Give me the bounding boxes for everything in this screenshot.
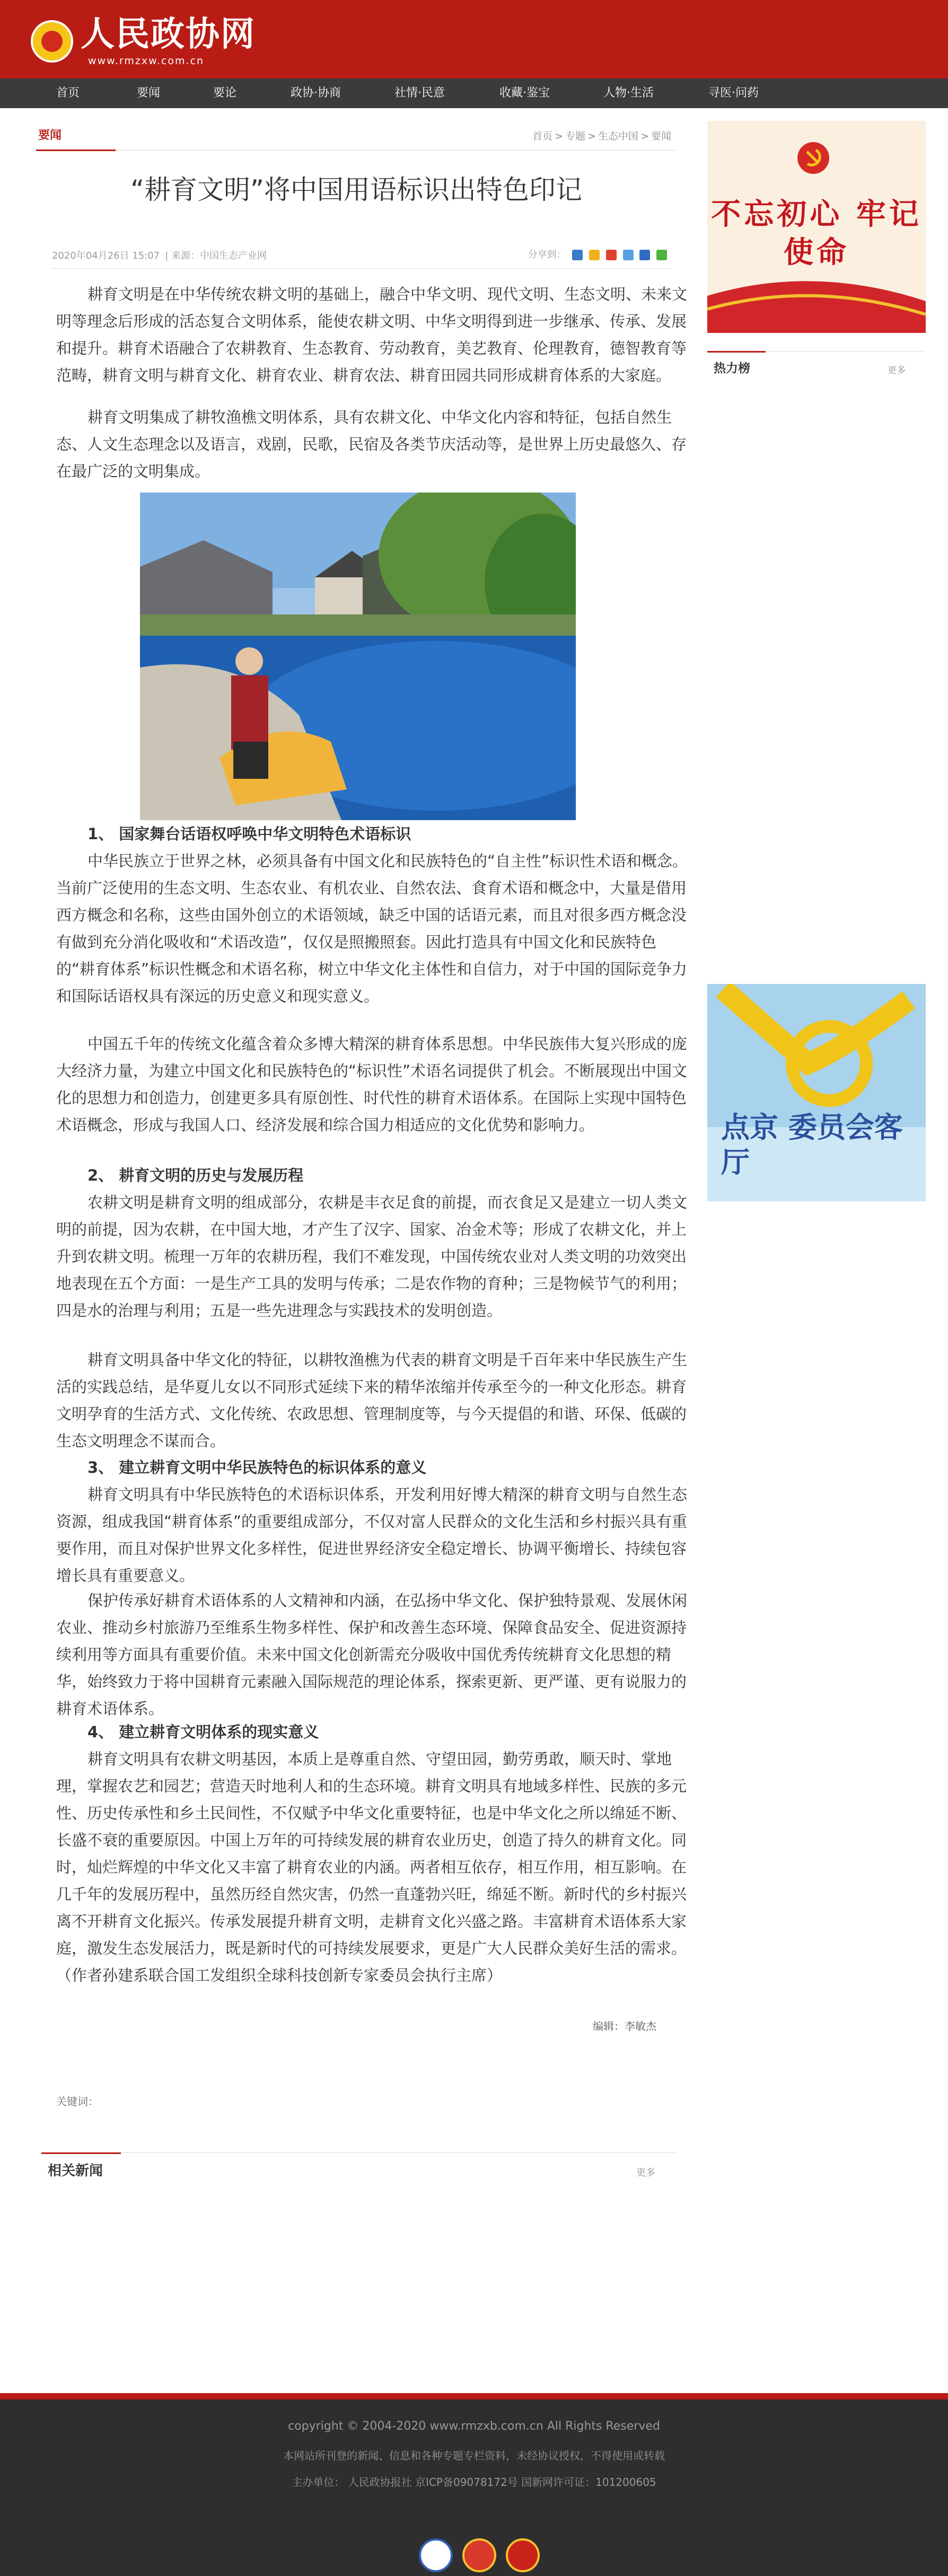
share-weibo-icon[interactable] <box>606 250 617 260</box>
article-paragraph: 耕育文明具有农耕文明基因，本质上是尊重自然、守望田园，勤劳勇敢，顺天时、掌地理，掌握农艺和园艺；营造天时地利人和的生态环境。耕育文明具有地域多样性、民族的多元性、历史传承性和乡土民间性，不仅赋予中华文化重要特征，也是中华文化之所以绵延不断、长盛不衰的重要原因。中国上万年的可持续发展的耕育农业历史，创造了持久的耕育文化。同时，灿烂辉煌的中华文化又丰富了耕育农业的内涵。两者相互依存，相互作用，相互影响。在几千年的发展历程中，虽然历经自然灾害，仍然一直蓬勃兴旺，绵延不断。新时代的乡村振兴离不开耕育文化振兴。传承发展提升耕育文明，走耕育文化兴盛之路。丰富耕育术语体系大家庭，激发生态发展活力，既是新时代的可持续发展要求，更是广大人民群众美好生活的需求。（作者孙建系联合国工发组织全球科技创新专家委员会执行主席） <box>56 1750 687 1984</box>
sidebar-banner-theme[interactable] <box>707 121 926 333</box>
breadcrumb-eco-china[interactable]: 生态中国 <box>598 130 639 142</box>
related-divider-accent <box>41 2152 121 2154</box>
nav-item-public-opinion[interactable]: 社情·民意 <box>394 86 445 100</box>
committee-banner-text: 点京 委员会客厅 <box>721 1111 903 1179</box>
breadcrumb <box>532 128 671 143</box>
banner-theme-text: 不忘初心 牢记使命 <box>711 197 922 270</box>
nav-item-home[interactable]: 首页 <box>56 86 80 100</box>
section-divider <box>36 150 677 151</box>
section-heading: 1、 国家舞台话语权呼唤中华文明特色术语标识 <box>87 825 411 843</box>
share-tqq-icon[interactable] <box>623 250 634 260</box>
breadcrumb-separator: > <box>587 130 596 142</box>
nav-item-collection[interactable]: 收藏·鉴宝 <box>499 86 550 100</box>
footer-notice: 本网站所刊登的新闻、信息和各种专题专栏资料，未经协议授权，不得使用或转载 <box>283 2449 665 2462</box>
trust-badge-icon[interactable] <box>462 2538 496 2572</box>
breadcrumb-topics[interactable]: 专题 <box>565 130 586 142</box>
site-header <box>0 0 948 78</box>
emblem-badge-icon[interactable] <box>506 2538 540 2572</box>
article-title: “耕育文明”将中国用语标识出特色印记 <box>130 174 582 205</box>
nav-item-commentary[interactable]: 要论 <box>213 86 237 100</box>
hot-divider-accent <box>707 351 766 353</box>
nav-item-news[interactable]: 要闻 <box>137 86 161 100</box>
editor-row <box>36 2018 656 2034</box>
section-heading: 3、 建立耕育文明中华民族特色的标识体系的意义 <box>87 1458 427 1476</box>
site-logo-title[interactable]: 人民政协网 <box>81 14 256 54</box>
share-wechat-icon[interactable] <box>656 250 667 260</box>
related-divider <box>41 2152 677 2153</box>
share-label: 分享到： <box>528 249 566 260</box>
article-paragraph: 耕育文明集成了耕牧渔樵文明体系，具有农耕文化、中华文化内容和特征，包括自然生态、人文生态理念以及语言，戏剧，民歌，民宿及各类节庆活动等，是世界上历史最悠久、存在最广泛的文明集成。 <box>56 408 687 480</box>
hot-more-link[interactable]: 更多 <box>888 365 906 376</box>
section-heading: 4、 建立耕育文明体系的现实意义 <box>87 1723 319 1741</box>
article-paragraph: 保护传承好耕育术语体系的人文精神和内涵，在弘扬中华文化、保护独特景观、发展休闲农业、推动乡村旅游乃至维系生物多样性、保护和改善生态环境、保障食品安全、促进资源持续利用等方面具有重要价值。未来中国文化创新需充分吸收中国优秀传统耕育文化思想的精华，始终致力于将中国耕育元素融入国际规范的理论体系，探索更新、更严谨、更有说服力的耕育术语体系。 <box>56 1592 688 1718</box>
main-nav <box>0 78 948 108</box>
article-paragraph: 中华民族立于世界之林，必须具备有中国文化和民族特色的“自主性”标识性术语和概念。当前广泛使用的生态文明、生态农业、有机农业、自然农法、食育术语和概念中，大量是借用西方概念和名称，这些由国外创立的术语领域，缺乏中国的话语元素，而且对很多西方概念没有做到充分消化吸收和“术语改造”，仅仅是照搬照套。因此打造具有中国文化和民族特色的“耕育体系”标识性概念和术语名称，树立中华文化主体性和自信力，对于中国的国际竞争力和国际话语权具有深远的历史意义和现实意义。 <box>56 852 688 1005</box>
footer-sponsor: 主办单位： 人民政协报社 京ICP备09078172号 国新网许可证：101200605 <box>292 2476 656 2489</box>
logo-emblem-icon[interactable] <box>31 20 73 63</box>
related-news <box>41 2152 677 2184</box>
related-more-link[interactable]: 更多 <box>636 2167 655 2178</box>
section-label[interactable]: 要闻 <box>38 129 62 142</box>
nav-item-cppcc[interactable]: 政协·协商 <box>291 86 341 100</box>
article-paragraph: 中国五千年的传统文化蕴含着众多博大精深的耕育体系思想。中华民族伟大复兴形成的庞大经济力量，为建立中国文化和民族特色的“标识性”术语名词提供了机会。不断展现出中国文化的思想力和创造力，创建更多具有原创性、时代性的耕育术语体系。在国际上实现中国特色术语概念，形成与我国人口、经济发展和综合国力相适应的文化优势和影响力。 <box>56 1035 688 1134</box>
related-news-title: 相关新闻 <box>48 2163 103 2179</box>
article-photo <box>140 493 576 820</box>
share-renren-icon[interactable] <box>639 250 650 260</box>
section-divider-accent <box>36 150 116 151</box>
breadcrumb-separator: > <box>555 130 564 142</box>
breadcrumb-separator: > <box>640 130 649 142</box>
share-bar <box>528 247 667 261</box>
site-logo-url: www.rmzxw.com.cn <box>88 55 205 67</box>
breadcrumb-current[interactable]: 要闻 <box>651 130 671 142</box>
sidebar-banner-committee[interactable] <box>707 984 926 1201</box>
breadcrumb-home[interactable]: 首页 <box>532 130 553 142</box>
article-paragraph: 耕育文明具备中华文化的特征，以耕牧渔樵为代表的耕育文明是千百年来中华民族生产生活的实践总结，是华夏儿女以不同形式延续下来的精华浓缩并传承至今的一种文化形态。耕育文明孕育的生活方式、文化传统、农政思想、管理制度等，与今天提倡的和谐、环保、低碳的生态文明理念不谋而合。 <box>56 1351 688 1450</box>
article-meta <box>52 242 672 269</box>
footer-accent-bar <box>0 2393 948 2399</box>
police-badge-icon[interactable] <box>419 2538 453 2572</box>
article-paragraph: 农耕文明是耕育文明的组成部分，农耕是丰衣足食的前提，而衣食足又是建立一切人类文明的前提，因为农耕，在中国大地，才产生了汉字、国家、冶金术等；形成了农耕文化，并上升到农耕文明。梳理一万年的农耕历程，我们不难发现，中国传统农业对人类文明的功效突出地表现在五个方面：一是生产工具的发明与传承；二是农作物的育种；三是物候节气的利用；四是水的治理与利用；五是一些先进理念与实践技术的发明创造。 <box>56 1193 688 1320</box>
nav-item-people-life[interactable]: 人物·生活 <box>603 86 654 100</box>
article-paragraph: 耕育文明具有中华民族特色的术语标识体系，开发利用好博大精深的耕育文明与自然生态资源，组成我国“耕育体系”的重要组成部分，不仅对富人民群众的文化生活和乡村振兴具有重要作用，而且对保护世界文化多样性，促进世界经济安全稳定增长、协调平衡增长、持续包容增长具有重要意义。 <box>56 1485 688 1585</box>
article-keywords: 关键词： <box>56 2095 99 2108</box>
share-qzone-icon[interactable] <box>589 250 600 260</box>
article-editor: 编辑：李敏杰 <box>593 2020 656 2033</box>
share-more-icon[interactable] <box>572 250 583 260</box>
hot-list-title: 热力榜 <box>714 362 750 375</box>
article-source: | 来源：中国生态产业网 <box>165 250 267 261</box>
nav-item-health[interactable]: 寻医·问药 <box>708 86 759 100</box>
footer-copyright: copyright © 2004-2020 www.rmzxb.com.cn All Rights Reserved <box>288 2420 660 2433</box>
article-date: 2020年04月26日 15:07 <box>52 250 160 261</box>
section-heading: 2、 耕育文明的历史与发展历程 <box>87 1166 304 1184</box>
article-paragraph: 耕育文明是在中华传统农耕文明的基础上，融合中华文明、现代文明、生态文明、未来文明等理念后形成的活态复合文明体系，能使农耕文明、中华文明得到进一步继承、传承、发展和提升。耕育术语融合了农耕教育、生态教育、劳动教育，美艺教育、伦理教育，德智教育等范畴，耕育文明与耕育文化、耕育农业、耕育农法、耕育田园共同形成耕育体系的大家庭。 <box>56 285 688 384</box>
